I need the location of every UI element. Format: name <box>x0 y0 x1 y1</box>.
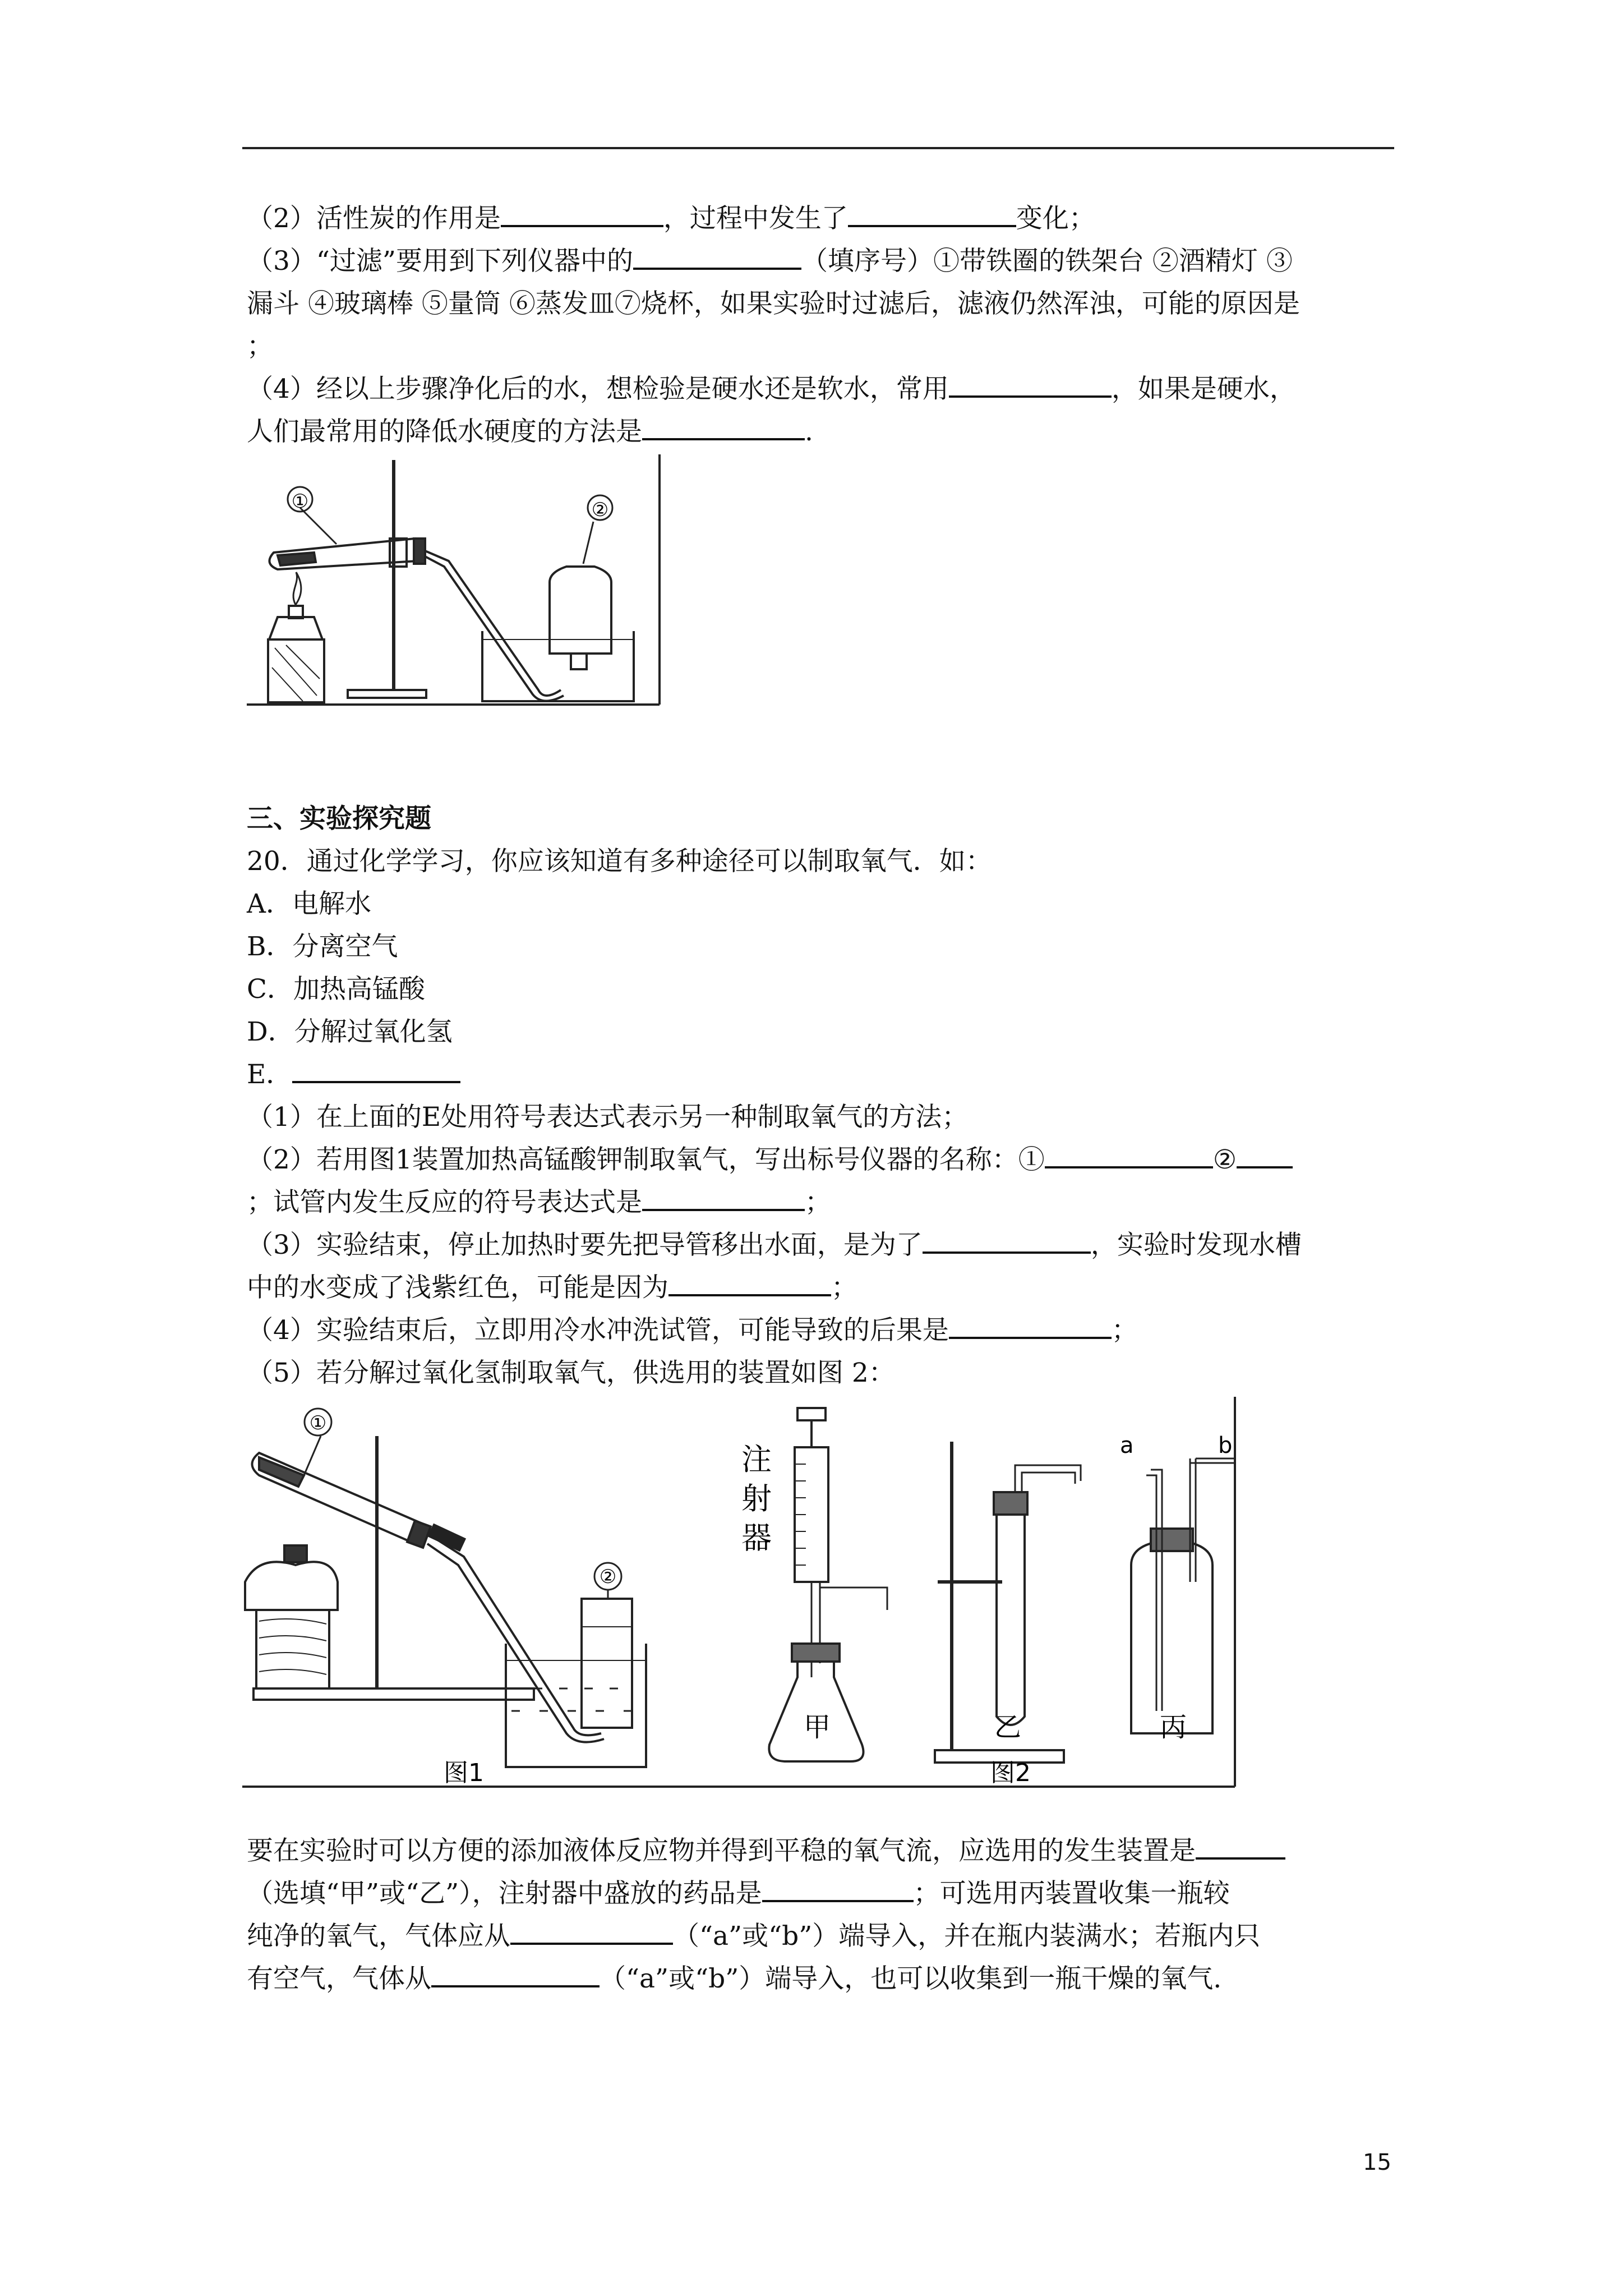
q19-line-3b: 漏斗 ④玻璃棒 ⑤量筒 ⑥蒸发皿⑦烧杯，如果实验时过滤后，滤液仍然浑浊，可能的原因是 <box>247 288 1300 319</box>
caption-fig1: 图1 <box>444 1759 484 1787</box>
q20-p2: （选填“甲”或“乙”），注射器中盛放的药品是 ；可选用丙装置收集一瓶较 <box>247 1872 1230 1915</box>
q19-line-3c: ； <box>247 331 273 362</box>
option-e: E． <box>247 1053 460 1096</box>
q20-p3: 纯净的氧气，气体应从 （“a”或“b”）端导入，并在瓶内装满水；若瓶内只 <box>247 1915 1260 1958</box>
q19-line-4: （4）经以上步骤净化后的水，想检验是硬水还是软水，常用 ，如果是硬水， <box>247 368 1296 411</box>
q20-s2: （2）若用图1装置加热高锰酸钾制取氧气，写出标号仪器的名称：① ② <box>247 1139 1293 1181</box>
option-a: A．电解水 <box>247 889 371 919</box>
section-heading: 三、实验探究题 <box>247 803 431 834</box>
caption-fig2: 图2 <box>990 1759 1031 1787</box>
header-rule <box>242 147 1394 149</box>
apparatus-jia: 甲 <box>803 1711 831 1743</box>
q20-s1: （1）在上面的E处用符号表达式表示另一种制取氧气的方法； <box>247 1102 969 1133</box>
apparatus-bing: 丙 <box>1159 1711 1187 1743</box>
label-2: ② <box>591 499 609 521</box>
answer-blank[interactable] <box>762 1875 914 1902</box>
answer-blank[interactable] <box>1196 1833 1285 1860</box>
answer-blank[interactable] <box>501 200 663 227</box>
answer-blank[interactable] <box>848 200 1016 227</box>
q20-s5: （5）若分解过氧化氢制取氧气，供选用的装置如图 2： <box>247 1358 895 1388</box>
q20-s4: （4）实验结束后，立即用冷水冲洗试管，可能导致的后果是 ； <box>247 1309 1138 1352</box>
q20-apparatus-figure <box>242 1397 1246 1801</box>
q20-p4: 有空气，气体从 （“a”或“b”）端导入，也可以收集到一瓶干燥的氧气. <box>247 1958 1221 2000</box>
q20-s3b: 中的水变成了浅紫红色，可能是因为 ； <box>247 1267 857 1309</box>
answer-blank[interactable] <box>431 1961 600 1987</box>
fig1-label-2: ② <box>599 1566 617 1588</box>
q20-intro: 20．通过化学学习，你应该知道有多种途径可以制取氧气．如： <box>247 846 992 877</box>
syringe-label-3: 器 <box>741 1520 772 1556</box>
q20-s2b: ；试管内发生反应的符号表达式是 ； <box>247 1181 831 1224</box>
port-b-label: b <box>1218 1433 1233 1458</box>
answer-blank[interactable] <box>642 1184 805 1211</box>
apparatus-yi: 乙 <box>994 1711 1022 1743</box>
answer-blank[interactable] <box>949 371 1112 398</box>
option-b: B．分离空气 <box>247 931 398 962</box>
q19-line-4b: 人们最常用的降低水硬度的方法是 . <box>247 411 813 453</box>
page-number: 15 <box>1363 2150 1391 2175</box>
answer-blank[interactable] <box>633 243 801 270</box>
answer-blank[interactable] <box>510 1918 673 1945</box>
answer-blank[interactable] <box>949 1312 1112 1339</box>
port-a-label: a <box>1120 1433 1134 1458</box>
option-d: D．分解过氧化氢 <box>247 1016 453 1047</box>
label-1: ① <box>291 490 309 513</box>
answer-blank[interactable] <box>1237 1142 1293 1168</box>
q20-p1: 要在实验时可以方便的添加液体反应物并得到平稳的氧气流，应选用的发生装置是 <box>247 1830 1285 1872</box>
answer-blank[interactable] <box>292 1056 460 1083</box>
q19-line-3: （3）“过滤”要用到下列仪器中的 （填序号）①带铁圈的铁架台 ②酒精灯 ③ <box>247 240 1293 283</box>
answer-blank[interactable] <box>668 1269 831 1296</box>
answer-blank[interactable] <box>923 1227 1091 1254</box>
q20-s3: （3）实验结束，停止加热时要先把导管移出水面，是为了 ，实验时发现水槽 <box>247 1224 1302 1267</box>
answer-blank[interactable] <box>1045 1142 1213 1168</box>
fig1-label-1: ① <box>309 1412 327 1434</box>
q19-apparatus-figure <box>247 454 662 707</box>
option-c: C．加热高锰酸 <box>247 974 425 1005</box>
syringe-label-2: 射 <box>741 1481 772 1516</box>
q19-line-2: （2）活性炭的作用是 ，过程中发生了 变化； <box>247 197 1095 240</box>
syringe-label-1: 注 <box>741 1442 772 1477</box>
answer-blank[interactable] <box>642 413 805 440</box>
